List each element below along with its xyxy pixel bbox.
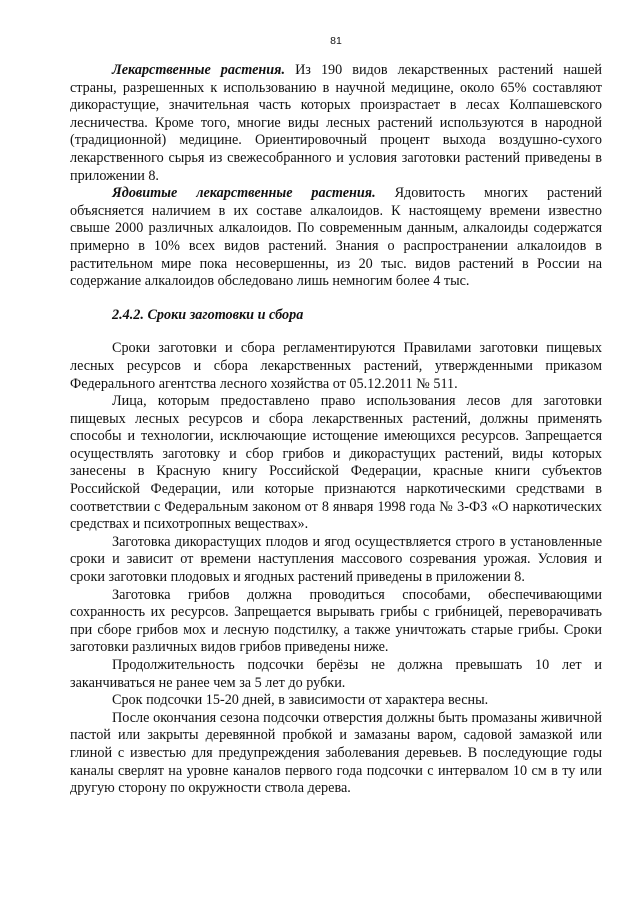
- paragraph: После окончания сезона подсочки отверстия должны быть промазаны живичной пастой или закрыты деревянной пробкой и замазаны варом, садовой замазкой или глиной с известью для предупреждения заболевания деревьев. В последующие годы каналы сверлят на уровне каналов первого года подсочки с интервалом 10 см в ту или другую сторону по окружности ствола дерева.: [70, 709, 602, 797]
- section-heading: 2.4.2. Сроки заготовки и сбора: [112, 306, 304, 323]
- paragraph-text: Из 190 видов лекарственных растений нашей страны, разрешенных к использованию в научной медицине, около 65% составляют дикорастущие, значительная часть которых произрастает в лесах Колпашевского лесничества. Кроме того, многие виды лесных растений используются в народной (традиционной) медицине. Ориентировочный процент выхода воздушно-сухого лекарственного сырья из свежесобранного и условия заготовки растений приведены в приложении 8.: [70, 62, 602, 184]
- paragraph: Продолжительность подсочки берёзы не должна превышать 10 лет и заканчиваться не ранее чем за 5 лет до рубки.: [70, 657, 602, 691]
- paragraph: Заготовка грибов должна проводиться способами, обеспечивающими сохранность их ресурсов. Запрещается вырывать грибы с грибницей, переворачивать при сборе грибов мох и лесную подстилку, а также уничтожать старые грибы. Сроки заготовки различных видов грибов приведены ниже.: [70, 586, 602, 656]
- term-poisonous-plants: Ядовитые лекарственные растения.: [112, 185, 376, 202]
- paragraph-poisonous-plants: [70, 185, 602, 291]
- paragraph: Заготовка дикорастущих плодов и ягод осуществляется строго в установленные сроки и зависит от времени наступления массового созревания урожая. Условия и сроки заготовки плодовых и ягодных растений приведены в приложении 8.: [70, 533, 602, 586]
- term-medicinal-plants: Лекарственные растения.: [112, 62, 286, 78]
- paragraph: Срок подсочки 15-20 дней, в зависимости от характера весны.: [112, 692, 489, 709]
- paragraph-text: Ядовитость многих растений объясняется наличием в их составе алкалоидов. К настоящему времени известно свыше 2000 различных алкалоидов. По современным данным, алкалоиды содержатся примерно в 10% всех видов растений. Знания о распространении алкалоидов в растительном мире пока несовершенны, из 20 тыс. видов растений в России на содержание алкалоидов обследовано лишь немногим более 4 тыс.: [70, 185, 602, 290]
- paragraph: Сроки заготовки и сбора регламентируются Правилами заготовки пищевых лесных ресурсов и сбора лекарственных растений, утвержденными приказом Федерального агентства лесного хозяйства от 05.12.2011 № 511.: [70, 340, 602, 392]
- page-number: 81: [330, 35, 342, 47]
- paragraph: Лица, которым предоставлено право использования лесов для заготовки пищевых лесных ресурсов и сбора лекарственных растений, должны применять способы и технологии, исключающие истощение имеющихся ресурсов. Запрещается осуществлять заготовку и сбор грибов и дикорастущих растений, виды которых занесены в Красную книгу Российской Федерации, красные книги субъектов Российской Федерации, или которые признаются наркотическими средствами в соответствии с Федеральным законом от 8 января 1998 года № 3-ФЗ «О наркотических средствах и психотропных веществах».: [70, 393, 602, 533]
- paragraph-medicinal-plants: [70, 62, 602, 185]
- document-body: [70, 62, 602, 798]
